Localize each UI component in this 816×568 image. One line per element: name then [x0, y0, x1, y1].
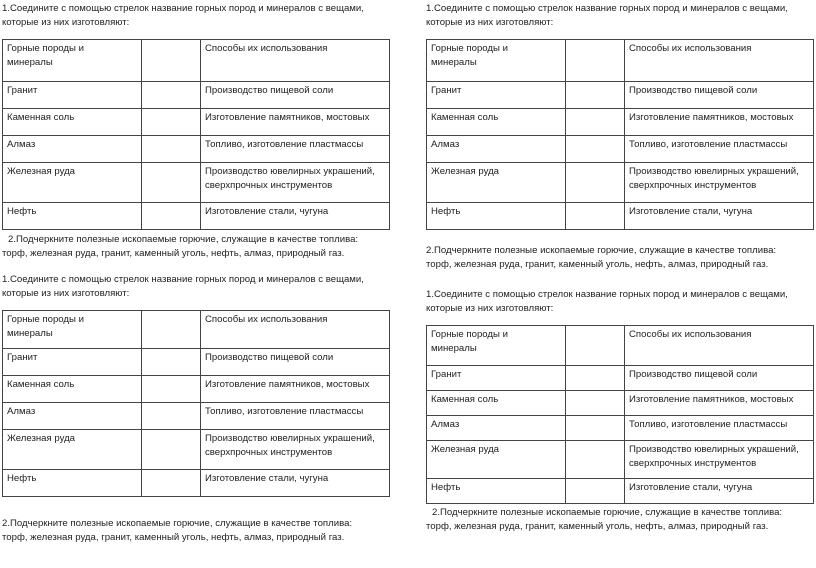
table-row: Нефть Изготовление стали, чугуна [3, 202, 390, 229]
table-row: Гранит Производство пищевой соли [427, 365, 814, 390]
table-row: Алмаз Топливо, изготовление пластмассы [3, 402, 390, 429]
table-row: Гранит Производство пищевой соли [3, 348, 390, 375]
worksheet-top-right [426, 2, 814, 272]
table-row: Нефть Изготовление стали, чугуна [427, 202, 814, 229]
rocks-table [2, 39, 390, 230]
table-header-row: Горные породы и минералы Способы их использования [3, 39, 390, 81]
table-header-row: Горные породы и минералы Способы их использования [3, 310, 390, 348]
task2-text: 2.Подчеркните полезные ископаемые горючие, служащие в качестве топлива: торф, железная руда, гранит, каменный уголь, нефть, алмаз, природный газ. [426, 244, 777, 270]
table-row: Алмаз Топливо, изготовление пластмассы [3, 135, 390, 162]
task1-heading: 1.Соедините с помощью стрелок название горных пород и минералов с вещами, которые из них изготовляют: [2, 3, 364, 28]
table-header-row: Горные породы и минералы Способы их использования [427, 325, 814, 365]
task1-heading: 1.Соедините с помощью стрелок название горных пород и минералов с вещами, которые из них изготовляют: [2, 274, 364, 299]
table-row: Каменная соль Изготовление памятников, мостовых [427, 108, 814, 135]
rocks-table [2, 310, 390, 497]
table-row: Алмаз Топливо, изготовление пластмассы [427, 415, 814, 440]
table-row: Железная руда Производство ювелирных украшений, сверхпрочных инструментов [3, 429, 390, 469]
worksheet-top-left [2, 2, 390, 261]
task2-text: 2.Подчеркните полезные ископаемые горючие, служащие в качестве топлива: торф, железная руда, гранит, каменный уголь, нефть, алмаз, природный газ. [2, 233, 359, 259]
table-row: Гранит Производство пищевой соли [427, 81, 814, 108]
task1-heading: 1.Соедините с помощью стрелок название горных пород и минералов с вещами, которые из них изготовляют: [426, 289, 788, 314]
table-row: Каменная соль Изготовление памятников, мостовых [427, 390, 814, 415]
table-row: Каменная соль Изготовление памятников, мостовых [3, 108, 390, 135]
table-row: Нефть Изготовление стали, чугуна [427, 478, 814, 503]
table-row: Железная руда Производство ювелирных украшений, сверхпрочных инструментов [427, 162, 814, 202]
task2-text: 2.Подчеркните полезные ископаемые горючие, служащие в качестве топлива: торф, железная руда, гранит, каменный уголь, нефть, алмаз, природный газ. [2, 517, 353, 543]
table-row: Каменная соль Изготовление памятников, мостовых [3, 375, 390, 402]
task2-text: 2.Подчеркните полезные ископаемые горючие, служащие в качестве топлива: торф, железная руда, гранит, каменный уголь, нефть, алмаз, природный газ. [426, 506, 783, 532]
table-row: Железная руда Производство ювелирных украшений, сверхпрочных инструментов [427, 440, 814, 478]
table-header-row: Горные породы и минералы Способы их использования [427, 39, 814, 81]
table-row: Алмаз Топливо, изготовление пластмассы [427, 135, 814, 162]
table-row: Гранит Производство пищевой соли [3, 81, 390, 108]
rocks-table [426, 39, 814, 230]
rocks-table [426, 325, 814, 504]
task1-heading: 1.Соедините с помощью стрелок название горных пород и минералов с вещами, которые из них изготовляют: [426, 3, 788, 28]
table-row: Нефть Изготовление стали, чугуна [3, 469, 390, 496]
worksheet-bottom-left [2, 273, 390, 545]
table-row: Железная руда Производство ювелирных украшений, сверхпрочных инструментов [3, 162, 390, 202]
worksheet-bottom-right [426, 288, 814, 534]
